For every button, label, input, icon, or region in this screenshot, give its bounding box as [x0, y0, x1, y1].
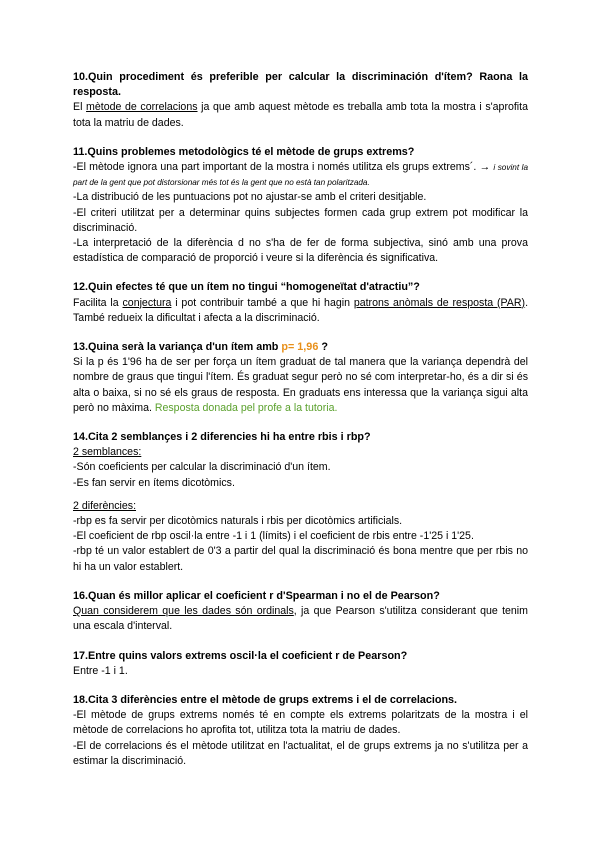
- answer-line: -La distribució de les puntuacions pot no ajustar-se amb el criteri desitjable.: [73, 191, 427, 204]
- answer-text: . També redueix la dificultat i afecta a la discriminació.: [73, 296, 529, 324]
- answer-text: Si la p és 1'96 ha de ser per força un ítem graduat de tal manera que la variança dependrà del nombre de graus que tingui l'ítem. És graduat segur però no sé com interpretar-ho, és a dir si és alta o baixa, si no sé els graus de resposta. En graduats ens interessa que la variança sigui alta però no màxima.: [73, 356, 528, 414]
- answer-line: -rbp té un valor establert de 0'3 a partir del qual la discriminació és bona mentre que per rbis no hi ha un valor establert.: [73, 545, 528, 573]
- subheading-differences: 2 diferències:: [73, 499, 137, 512]
- answer-line: -El mètode de grups extrems només té en compte els extrems polaritzats de la mostra i el mètode de correlacions ho aprofita tot, utilitza tota la matriu de dades.: [73, 709, 528, 737]
- question-14-title: 14.Cita 2 semblanҫes i 2 diferencies hi ha entre rbis i rbp?: [73, 431, 371, 444]
- document-page: [73, 70, 528, 783]
- question-16-title: 16.Quan és millor aplicar el coeficient r d'Spearman i no el de Pearson?: [73, 589, 440, 602]
- answer-line: -Són coeficients per calcular la discriminació d'un ítem.: [73, 461, 331, 474]
- question-17-answer: Entre -1 i 1.: [73, 664, 128, 677]
- underlined-term: mètode de correlacions: [86, 101, 198, 114]
- title-text: ?: [318, 341, 328, 354]
- question-11: [73, 145, 528, 267]
- answer-text: i pot contribuir també a que hi hagin: [171, 296, 354, 309]
- question-10-answer: [73, 100, 528, 130]
- tutor-note: Resposta donada pel profe a la tutoria.: [154, 401, 338, 414]
- question-10-title: 10.Quin procediment és preferible per calcular la discriminación d'ítem? Raona la resposta.: [73, 71, 528, 99]
- question-12-title: 12.Quin efectes té que un ítem no tingui “homogeneïtat d'atractiu”?: [73, 281, 420, 294]
- underlined-term: Quan considerem que les dades són ordinals: [73, 605, 294, 618]
- question-17: [73, 649, 528, 679]
- highlighted-value: p= 1,96: [281, 341, 319, 354]
- answer-text: , ja que Pearson s'utilitza considerant que tenim una escala d'interval.: [73, 605, 528, 633]
- underlined-term: conjectura: [122, 296, 172, 309]
- question-10: [73, 70, 528, 131]
- question-12: [73, 280, 528, 326]
- answer-line: -El coeficient de rbp oscil·la entre -1 i 1 (límits) i el coeficient de rbis entre -1'25 i 1'25.: [73, 530, 474, 543]
- question-13: [73, 340, 528, 416]
- question-11-title: 11.Quins problemes metodològics té el mètode de grups extrems?: [73, 145, 415, 158]
- question-13-title: [73, 340, 528, 355]
- question-16: [73, 589, 528, 635]
- question-17-title: 17.Entre quins valors extrems oscil·la el coeficient r de Pearson?: [73, 649, 408, 662]
- answer-text: ja que amb aquest mètode es treballa amb tota la mostra i s'aprofita tota la matriu de dades.: [73, 101, 528, 129]
- title-text: 13.Quina serà la variança d'un ítem amb: [73, 341, 282, 354]
- question-18: [73, 693, 528, 769]
- spacer: [73, 491, 528, 499]
- answer-line: [73, 160, 528, 190]
- answer-text: El: [73, 101, 87, 114]
- italic-note: i sovint la part de la gent que pot distorsionar més tot és la gent que no està tan polaritzada.: [73, 163, 528, 188]
- answer-text: Facilita la: [73, 296, 123, 309]
- question-12-answer: [73, 296, 528, 326]
- question-16-answer: [73, 604, 528, 634]
- answer-text: -El mètode ignora una part important de la mostra i només utilitza els grups extrems´. →: [73, 161, 494, 174]
- question-18-title: 18.Cita 3 diferències entre el mètode de grups extrems i el de correlacions.: [73, 693, 458, 706]
- question-14: [73, 430, 528, 575]
- answer-line: -El criteri utilitzat per a determinar quins subjectes formen cada grup extrem pot modificar la discriminació.: [73, 206, 528, 234]
- subheading-similarities: 2 semblances:: [73, 446, 142, 459]
- answer-line: -rbp es fa servir per dicotòmics naturals i rbis per dicotòmics artificials.: [73, 515, 403, 528]
- question-13-answer: [73, 355, 528, 416]
- answer-line: -Es fan servir en ítems dicotòmics.: [73, 476, 235, 489]
- answer-line: -La interpretació de la diferència d no s'ha de fer de forma subjectiva, sinó amb una prova estadística de comparació de proporció i veure si la diferència és significativa.: [73, 237, 528, 265]
- answer-line: -El de correlacions és el mètode utilitzat en l'actualitat, el de grups extrems ja no s'utilitza per a estimar la discriminació.: [73, 739, 528, 767]
- underlined-term: patrons anòmals de resposta (PAR): [353, 296, 526, 309]
